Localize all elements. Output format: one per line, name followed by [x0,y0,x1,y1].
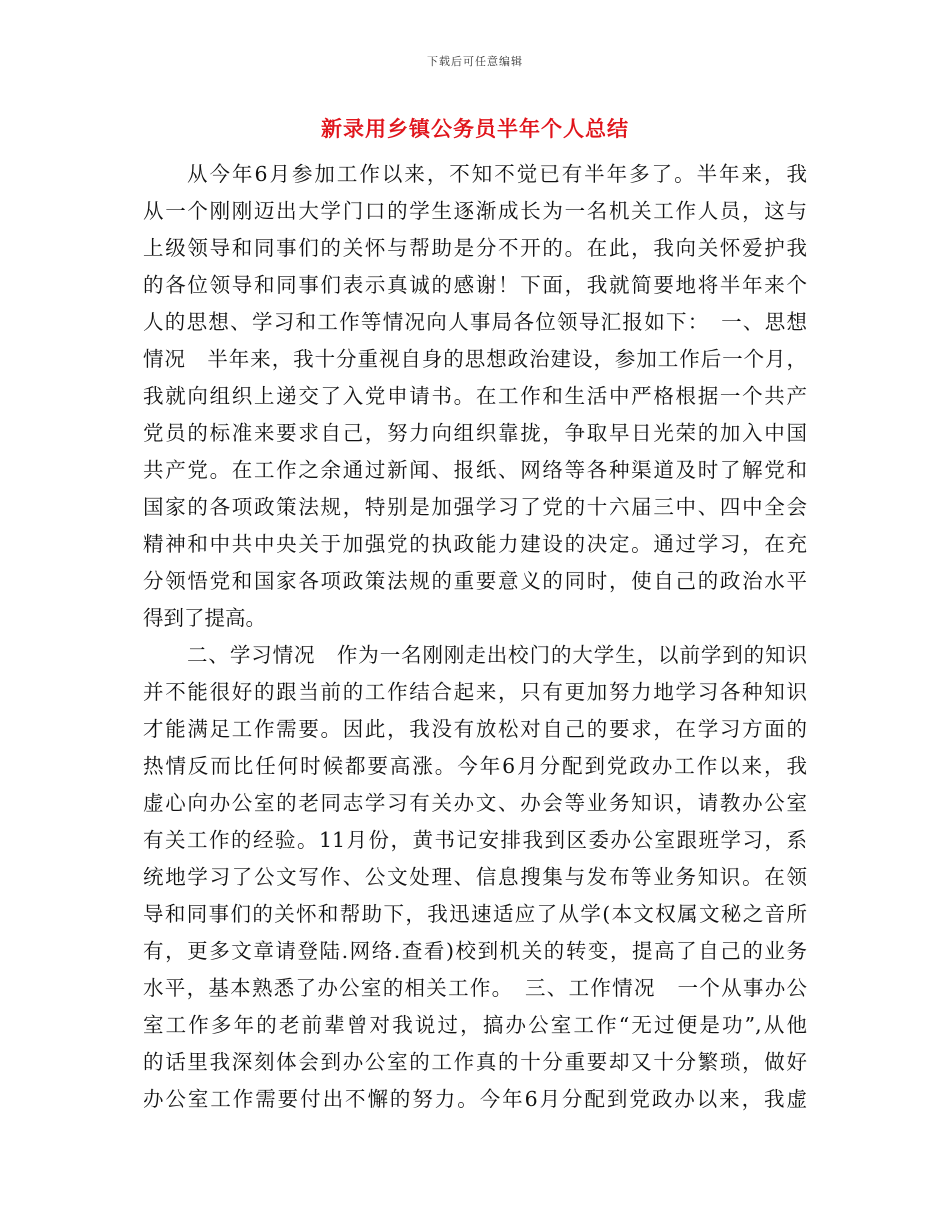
body-line: 我就向组织上递交了入党申请书。在工作和生活中严格根据一个共产 [143,384,807,408]
body-line: 的话里我深刻体会到办公室的工作真的十分重要却又十分繁琐，做好 [143,1050,807,1074]
body-line: 共产党。在工作之余通过新闻、报纸、网络等各种渠道及时了解党和 [143,458,807,482]
body-line: 上级领导和同事们的关怀与帮助是分不开的。在此，我向关怀爱护我 [143,236,807,260]
body-line: 党员的标准来要求自己，努力向组织靠拢，争取早日光荣的加入中国 [143,421,807,445]
page-header-note: 下载后可任意编辑 [427,55,523,68]
body-line: 虚心向办公室的老同志学习有关办文、办会等业务知识，请教办公室 [143,791,807,815]
body-line: 从一个刚刚迈出大学门口的学生逐渐成长为一名机关工作人员，这与 [143,199,807,223]
body-line: 有关工作的经验。11月份，黄书记安排我到区委办公室跟班学习，系 [143,828,807,852]
body-line: 人的思想、学习和工作等情况向人事局各位领导汇报如下： 一、思想 [143,310,807,334]
body-line: 二、学习情况 作为一名刚刚走出校门的大学生，以前学到的知识 [187,643,807,667]
body-line: 国家的各项政策法规，特别是加强学习了党的十六届三中、四中全会 [143,495,807,519]
body-line: 分领悟党和国家各项政策法规的重要意义的同时，使自己的政治水平 [143,569,807,593]
body-line: 办公室工作需要付出不懈的努力。今年6月分配到党政办以来，我虚 [143,1087,807,1111]
body-line: 的各位领导和同事们表示真诚的感谢！下面，我就简要地将半年来个 [143,273,807,297]
body-line: 精神和中共中央关于加强党的执政能力建设的决定。通过学习，在充 [143,532,807,556]
document-body [143,156,807,1118]
body-line: 室工作多年的老前辈曾对我说过，搞办公室工作“无过便是功”,从他 [143,1013,807,1037]
body-line: 才能满足工作需要。因此，我没有放松对自己的要求，在学习方面的 [143,717,807,741]
body-line: 有，更多文章请登陆.网络.查看)校到机关的转变，提高了自己的业务 [143,939,807,963]
document-title: 新录用乡镇公务员半年个人总结 [321,116,629,141]
body-line: 统地学习了公文写作、公文处理、信息搜集与发布等业务知识。在领 [143,865,807,889]
body-line: 情况 半年来，我十分重视自身的思想政治建设，参加工作后一个月， [143,347,807,371]
body-line: 得到了提高。 [143,606,266,630]
body-line: 热情反而比任何时候都要高涨。今年6月分配到党政办工作以来，我 [143,754,807,778]
body-line: 导和同事们的关怀和帮助下，我迅速适应了从学(本文权属文秘之音所 [143,902,807,926]
body-line: 并不能很好的跟当前的工作结合起来，只有更加努力地学习各种知识 [143,680,807,704]
body-line: 从今年6月参加工作以来，不知不觉已有半年多了。半年来，我 [187,162,807,186]
body-line: 水平，基本熟悉了办公室的相关工作。 三、工作情况 一个从事办公 [143,976,807,1000]
